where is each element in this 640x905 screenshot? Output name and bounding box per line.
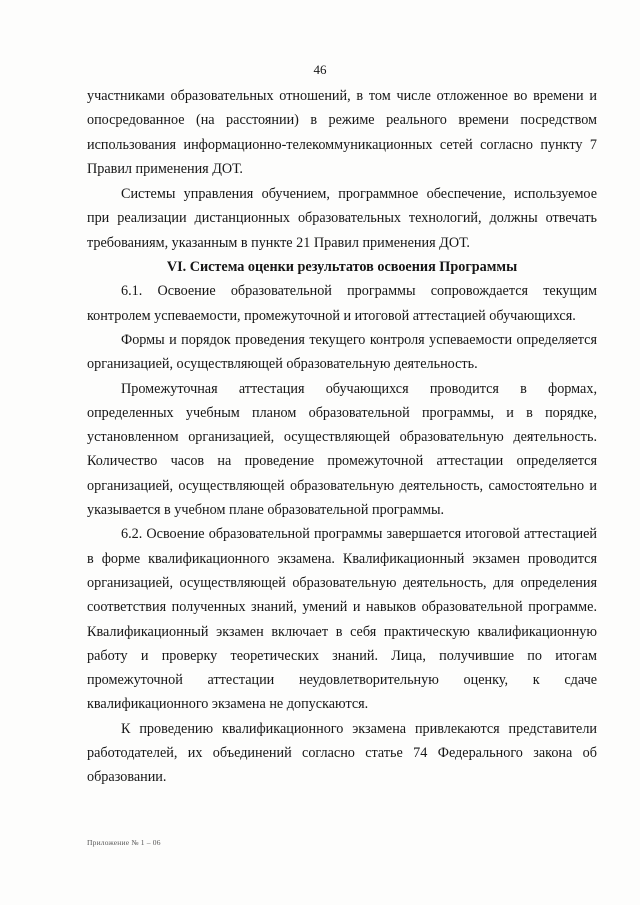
paragraph-6-1: 6.1. Освоение образовательной программы сопровождается текущим контролем успеваемости, промежуточной и итоговой аттестацией обучающихся. <box>87 283 597 324</box>
document-body <box>87 84 597 790</box>
paragraph-employers: К проведению квалификационного экзамена привлекаются представители работодателей, их объединений согласно статье 74 Федерального закона об образовании. <box>87 720 597 786</box>
paragraph-current-control: Формы и порядок проведения текущего контроля успеваемости определяется организацией, осуществляющей образовательную деятельность. <box>87 331 597 373</box>
paragraph-6-2: 6.2. Освоение образовательной программы завершается итоговой аттестацией в форме квалификационного экзамена. Квалификационный экзамен проводится организацией, осуществляющей образовательную деятельность, для определения соответствия полученных знаний, умений и навыков образовательной программе. Квалификационный экзамен включает в себя практическую квалификационную работу и проверку теоретических знаний. Лица, получившие по итогам промежуточной аттестации неудовлетворительную оценку, к сдаче квалификационного экзамена не допускаются. <box>87 526 597 713</box>
paragraph-continuation: участниками образовательных отношений, в том числе отложенное во времени и опосредованное (на расстоянии) в режиме реального времени посредством использования информационно-телекоммуникационных сетей согласно пункту 7 Правил применения ДОТ. <box>87 88 597 177</box>
footer-note: Приложение № 1 – 06 <box>87 838 161 847</box>
paragraph-intermediate-attestation: Промежуточная аттестация обучающихся проводится в формах, определенных учебным планом образовательной программы, и в порядке, установленном организацией, осуществляющей образовательную деятельность. Количество часов на проведение промежуточной аттестации определяется организацией, осуществляющей образовательную деятельность, самостоятельно и указывается в учебном плане образовательной программы. <box>87 380 597 519</box>
paragraph-lms-requirements: Системы управления обучением, программное обеспечение, используемое при реализации дистанционных образовательных технологий, должны отвечать требованиям, указанным в пункте 21 Правил применения ДОТ. <box>87 186 597 251</box>
page-number: 46 <box>313 62 327 77</box>
section-heading: VI. Система оценки результатов освоения Программы <box>166 259 518 276</box>
